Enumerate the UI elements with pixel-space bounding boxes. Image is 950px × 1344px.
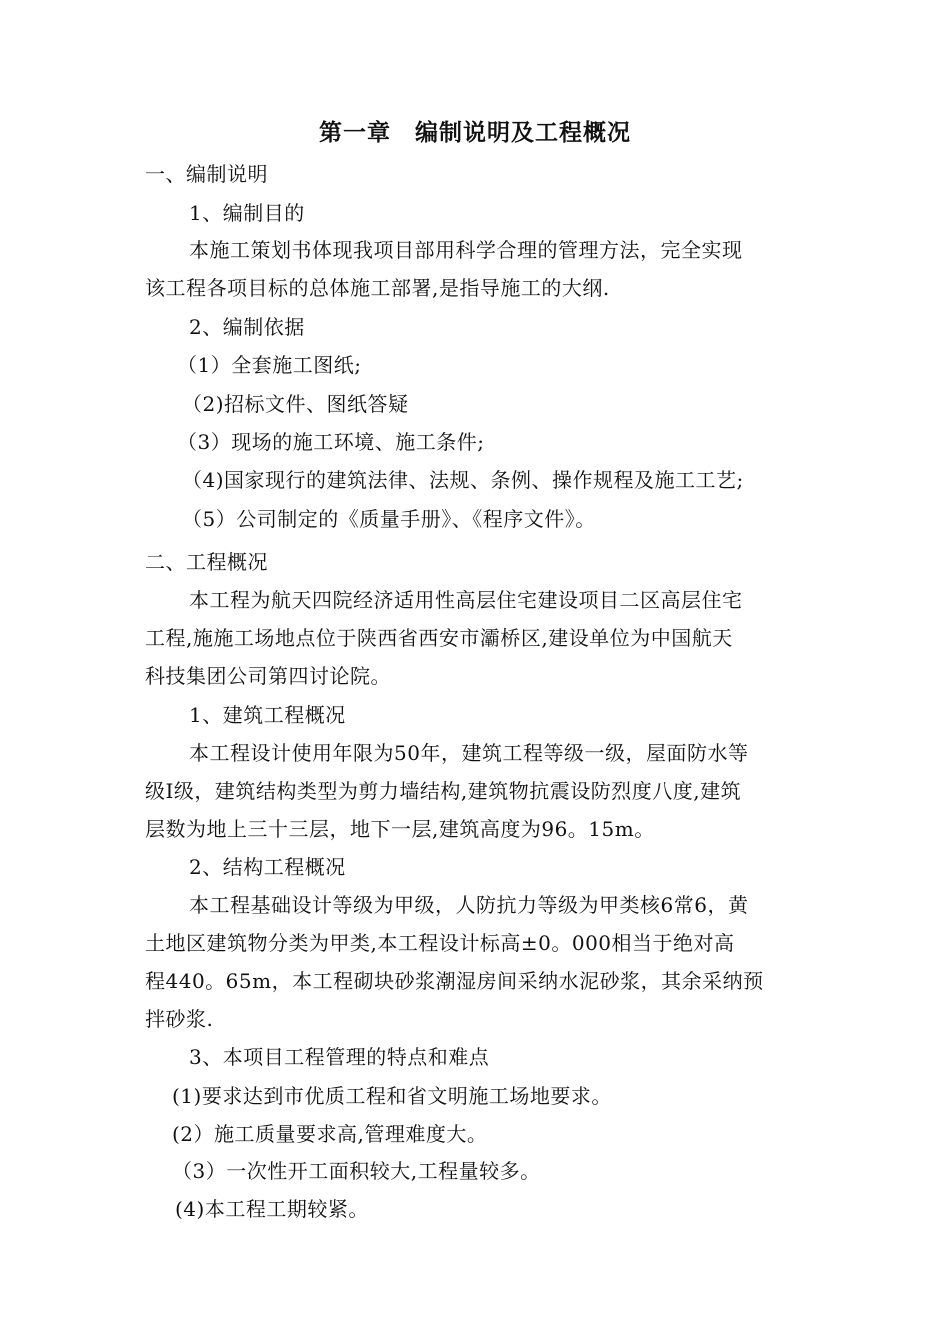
paragraph-line: 级I级，建筑结构类型为剪力墙结构,建筑物抗震设防烈度八度,建筑 (145, 779, 742, 803)
list-item: （3）现场的施工环境、施工条件; (177, 430, 485, 454)
subsection-heading: 2、结构工程概况 (189, 855, 346, 879)
subsection-heading: 2、编制依据 (189, 315, 305, 339)
paragraph-line: 该工程各项目标的总体施工部署,是指导施工的大纲. (145, 276, 610, 300)
paragraph-line: 本施工策划书体现我项目部用科学合理的管理方法，完全实现 (189, 238, 743, 262)
list-item: （3）一次性开工面积较大,工程量较多。 (172, 1159, 541, 1183)
paragraph-line: 工程,施施工场地点位于陕西省西安市灞桥区,建设单位为中国航天 (145, 626, 733, 650)
paragraph-line: 本工程基础设计等级为甲级，人防抗力等级为甲类核6常6，黄 (189, 893, 749, 917)
subsection-heading: 1、编制目的 (189, 201, 305, 225)
paragraph-line: 层数为地上三十三层，地下一层,建筑高度为96。15m。 (145, 817, 655, 841)
list-item: (1)要求达到市优质工程和省文明施工场地要求。 (172, 1084, 612, 1108)
paragraph-line: 科技集团公司第四讨论院。 (145, 664, 391, 688)
list-item: （2)招标文件、图纸答疑 (182, 392, 409, 416)
section-heading: 一、编制说明 (145, 162, 268, 186)
paragraph-line: 土地区建筑物分类为甲类,本工程设计标高±0。000相当于绝对高 (145, 931, 735, 955)
subsection-heading: 1、建筑工程概况 (189, 703, 346, 727)
paragraph-line: 拌砂浆. (145, 1007, 214, 1031)
section-heading: 二、工程概况 (145, 550, 268, 574)
list-item: (4)本工程工期较紧。 (175, 1197, 369, 1221)
list-item: （4)国家现行的建筑法律、法规、条例、操作规程及施工工艺; (182, 468, 744, 492)
chapter-title: 第一章 编制说明及工程概况 (319, 119, 631, 146)
paragraph-line: 程440。65m，本工程砌块砂浆潮湿房间采纳水泥砂浆，其余采纳预 (145, 969, 764, 993)
paragraph-line: 本工程为航天四院经济适用性高层住宅建设项目二区高层住宅 (189, 588, 743, 612)
subsection-heading: 3、本项目工程管理的特点和难点 (189, 1045, 490, 1069)
list-item: （5）公司制定的《质量手册》、《程序文件》。 (182, 507, 596, 531)
list-item: (2）施工质量要求高,管理难度大。 (172, 1122, 488, 1146)
paragraph-line: 本工程设计使用年限为50年，建筑工程等级一级，屋面防水等 (189, 741, 749, 765)
list-item: （1）全套施工图纸; (177, 353, 362, 377)
